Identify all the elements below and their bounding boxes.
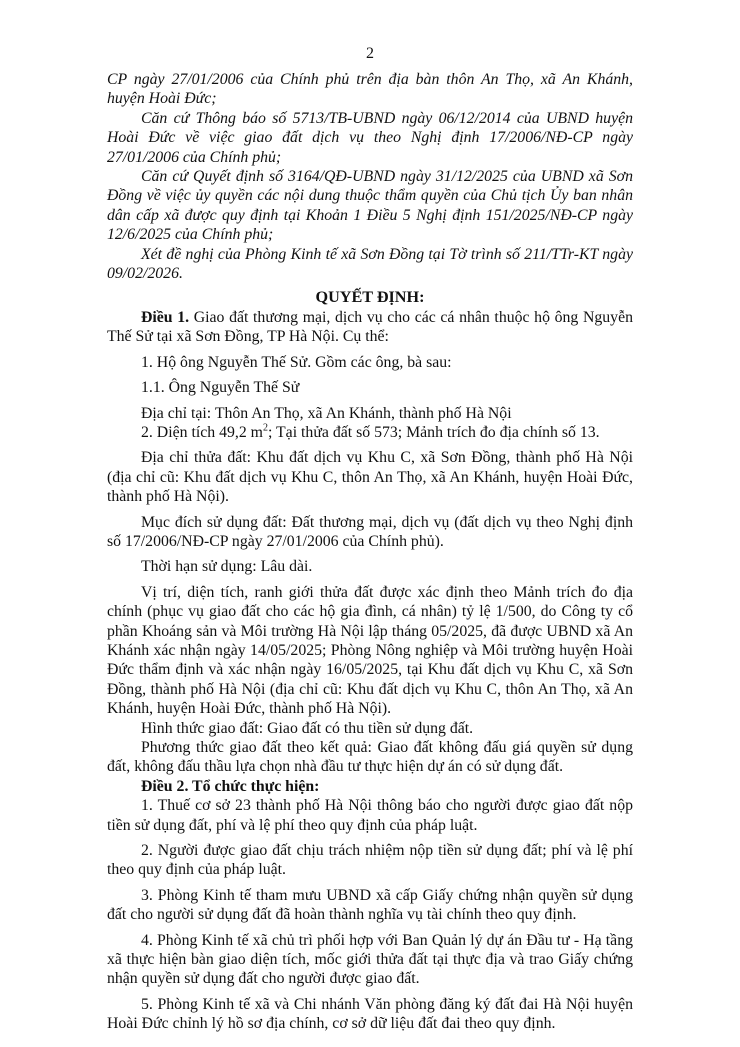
allocation-method: Phương thức giao đất theo kết quả: Giao đất không đấu giá quyền sử dụng đất, không đấu thầu lựa chọn nhà đầu tư thực hiện dự án có sử dụng đất.: [107, 739, 633, 776]
document-body: [107, 70, 633, 1034]
preamble-decision: Căn cứ Quyết định số 3164/QĐ-UBND ngày 31/12/2025 của UBND xã Sơn Đồng về việc ủy quyền các nội dung thuộc thẩm quyền của Chủ tịch Ủy ban nhân dân cấp xã được quy định tại Khoản 1 Điều 5 Nghị định 151/2025/NĐ-CP ngày 12/6/2025 của Chính phủ;: [107, 168, 633, 244]
decision-title: QUYẾT ĐỊNH:: [315, 288, 425, 307]
page-number: 2: [366, 45, 374, 62]
land-location: Vị trí, diện tích, ranh giới thửa đất được xác định theo Mảnh trích đo địa chính (phục vụ giao đất cho các hộ gia đình, cá nhân) tỷ lệ 1/500, do Công ty cổ phần Khoáng sản và Môi trường Hà Nội lập tháng 05/2025, đã được UBND xã An Khánh xác nhận ngày 14/05/2025; Phòng Nông nghiệp và Môi trường huyện Hoài Đức thẩm định và xác nhận ngày 16/05/2025, tại Khu đất dịch vụ Khu C, xã Sơn Đồng, thành phố Hà Nội (địa chỉ cũ: Khu đất dịch vụ Khu C, thôn An Thọ, xã An Khánh, huyện Hoài Đức, thành phố Hà Nội).: [107, 583, 633, 718]
preamble-notice: Căn cứ Thông báo số 5713/TB-UBND ngày 06/12/2014 của UBND huyện Hoài Đức về việc giao đất dịch vụ theo Nghị định 17/2006/NĐ-CP ngày 27/01/2006 của Chính phủ;: [107, 109, 633, 166]
article2-item: 1. Thuế cơ sở 23 thành phố Hà Nội thông báo cho người được giao đất nộp tiền sử dụng đất, phí và lệ phí theo quy định của pháp luật.: [107, 797, 633, 834]
article1-intro: [107, 308, 633, 347]
preamble-continuation: CP ngày 27/01/2006 của Chính phủ trên địa bàn thôn An Thọ, xã An Khánh, huyện Hoài Đức;: [107, 71, 633, 108]
article2-heading: Điều 2. Tổ chức thực hiện:: [141, 777, 320, 795]
allocation-form: Hình thức giao đất: Giao đất có thu tiền sử dụng đất.: [141, 719, 474, 737]
area-sup: 2: [262, 422, 268, 434]
area: [107, 423, 633, 442]
household: 1. Hộ ông Nguyễn Thế Sử. Gồm các ông, bà sau:: [141, 353, 452, 371]
land-purpose: Mục đích sử dụng đất: Đất thương mại, dịch vụ (đất dịch vụ theo Nghị định số 17/2006/NĐ-CP ngày 27/01/2006 của Chính phủ).: [107, 513, 633, 550]
article1-intro-text: Giao đất thương mại, dịch vụ cho các cá nhân thuộc hộ ông Nguyễn Thế Sử tại xã Sơn Đồng, TP Hà Nội. Cụ thể:: [107, 308, 633, 346]
person: 1.1. Ông Nguyễn Thế Sử: [141, 379, 300, 397]
plot-address: Địa chỉ thửa đất: Khu đất dịch vụ Khu C, xã Sơn Đồng, thành phố Hà Nội (địa chỉ cũ: Khu đất dịch vụ Khu C, thôn An Thọ, xã An Khánh, huyện Hoài Đức, thành phố Hà Nội).: [107, 449, 633, 506]
area-post: ; Tại thửa đất số 573; Mảnh trích đo địa chính số 13.: [267, 423, 600, 441]
address: Địa chỉ tại: Thôn An Thọ, xã An Khánh, thành phố Hà Nội: [141, 404, 512, 422]
land-duration: Thời hạn sử dụng: Lâu dài.: [141, 558, 313, 576]
article1-heading: Điều 1.: [141, 308, 190, 326]
article2-item: 2. Người được giao đất chịu trách nhiệm nộp tiền sử dụng đất; phí và lệ phí theo quy định của pháp luật.: [107, 842, 633, 879]
article2-item: 5. Phòng Kinh tế xã và Chi nhánh Văn phòng đăng ký đất đai Hà Nội huyện Hoài Đức chỉnh lý hồ sơ địa chính, cơ sở dữ liệu đất đai theo quy định.: [107, 995, 633, 1033]
article2-item: 4. Phòng Kinh tế xã chủ trì phối hợp với Ban Quản lý dự án Đầu tư - Hạ tầng xã thực hiện bàn giao diện tích, mốc giới thửa đất tại thực địa và trao Giấy chứng nhận quyền sử dụng đất cho người được giao đất.: [107, 931, 633, 988]
area-pre: 2. Diện tích 49,2 m: [141, 423, 263, 441]
preamble-proposal: Xét đề nghị của Phòng Kinh tế xã Sơn Đồng tại Tờ trình số 211/TTr-KT ngày 09/02/2026.: [107, 245, 633, 283]
article2-item: 3. Phòng Kinh tế tham mưu UBND xã cấp Giấy chứng nhận quyền sử dụng đất cho người sử dụng đất đã hoàn thành nghĩa vụ tài chính theo quy định.: [107, 886, 633, 924]
